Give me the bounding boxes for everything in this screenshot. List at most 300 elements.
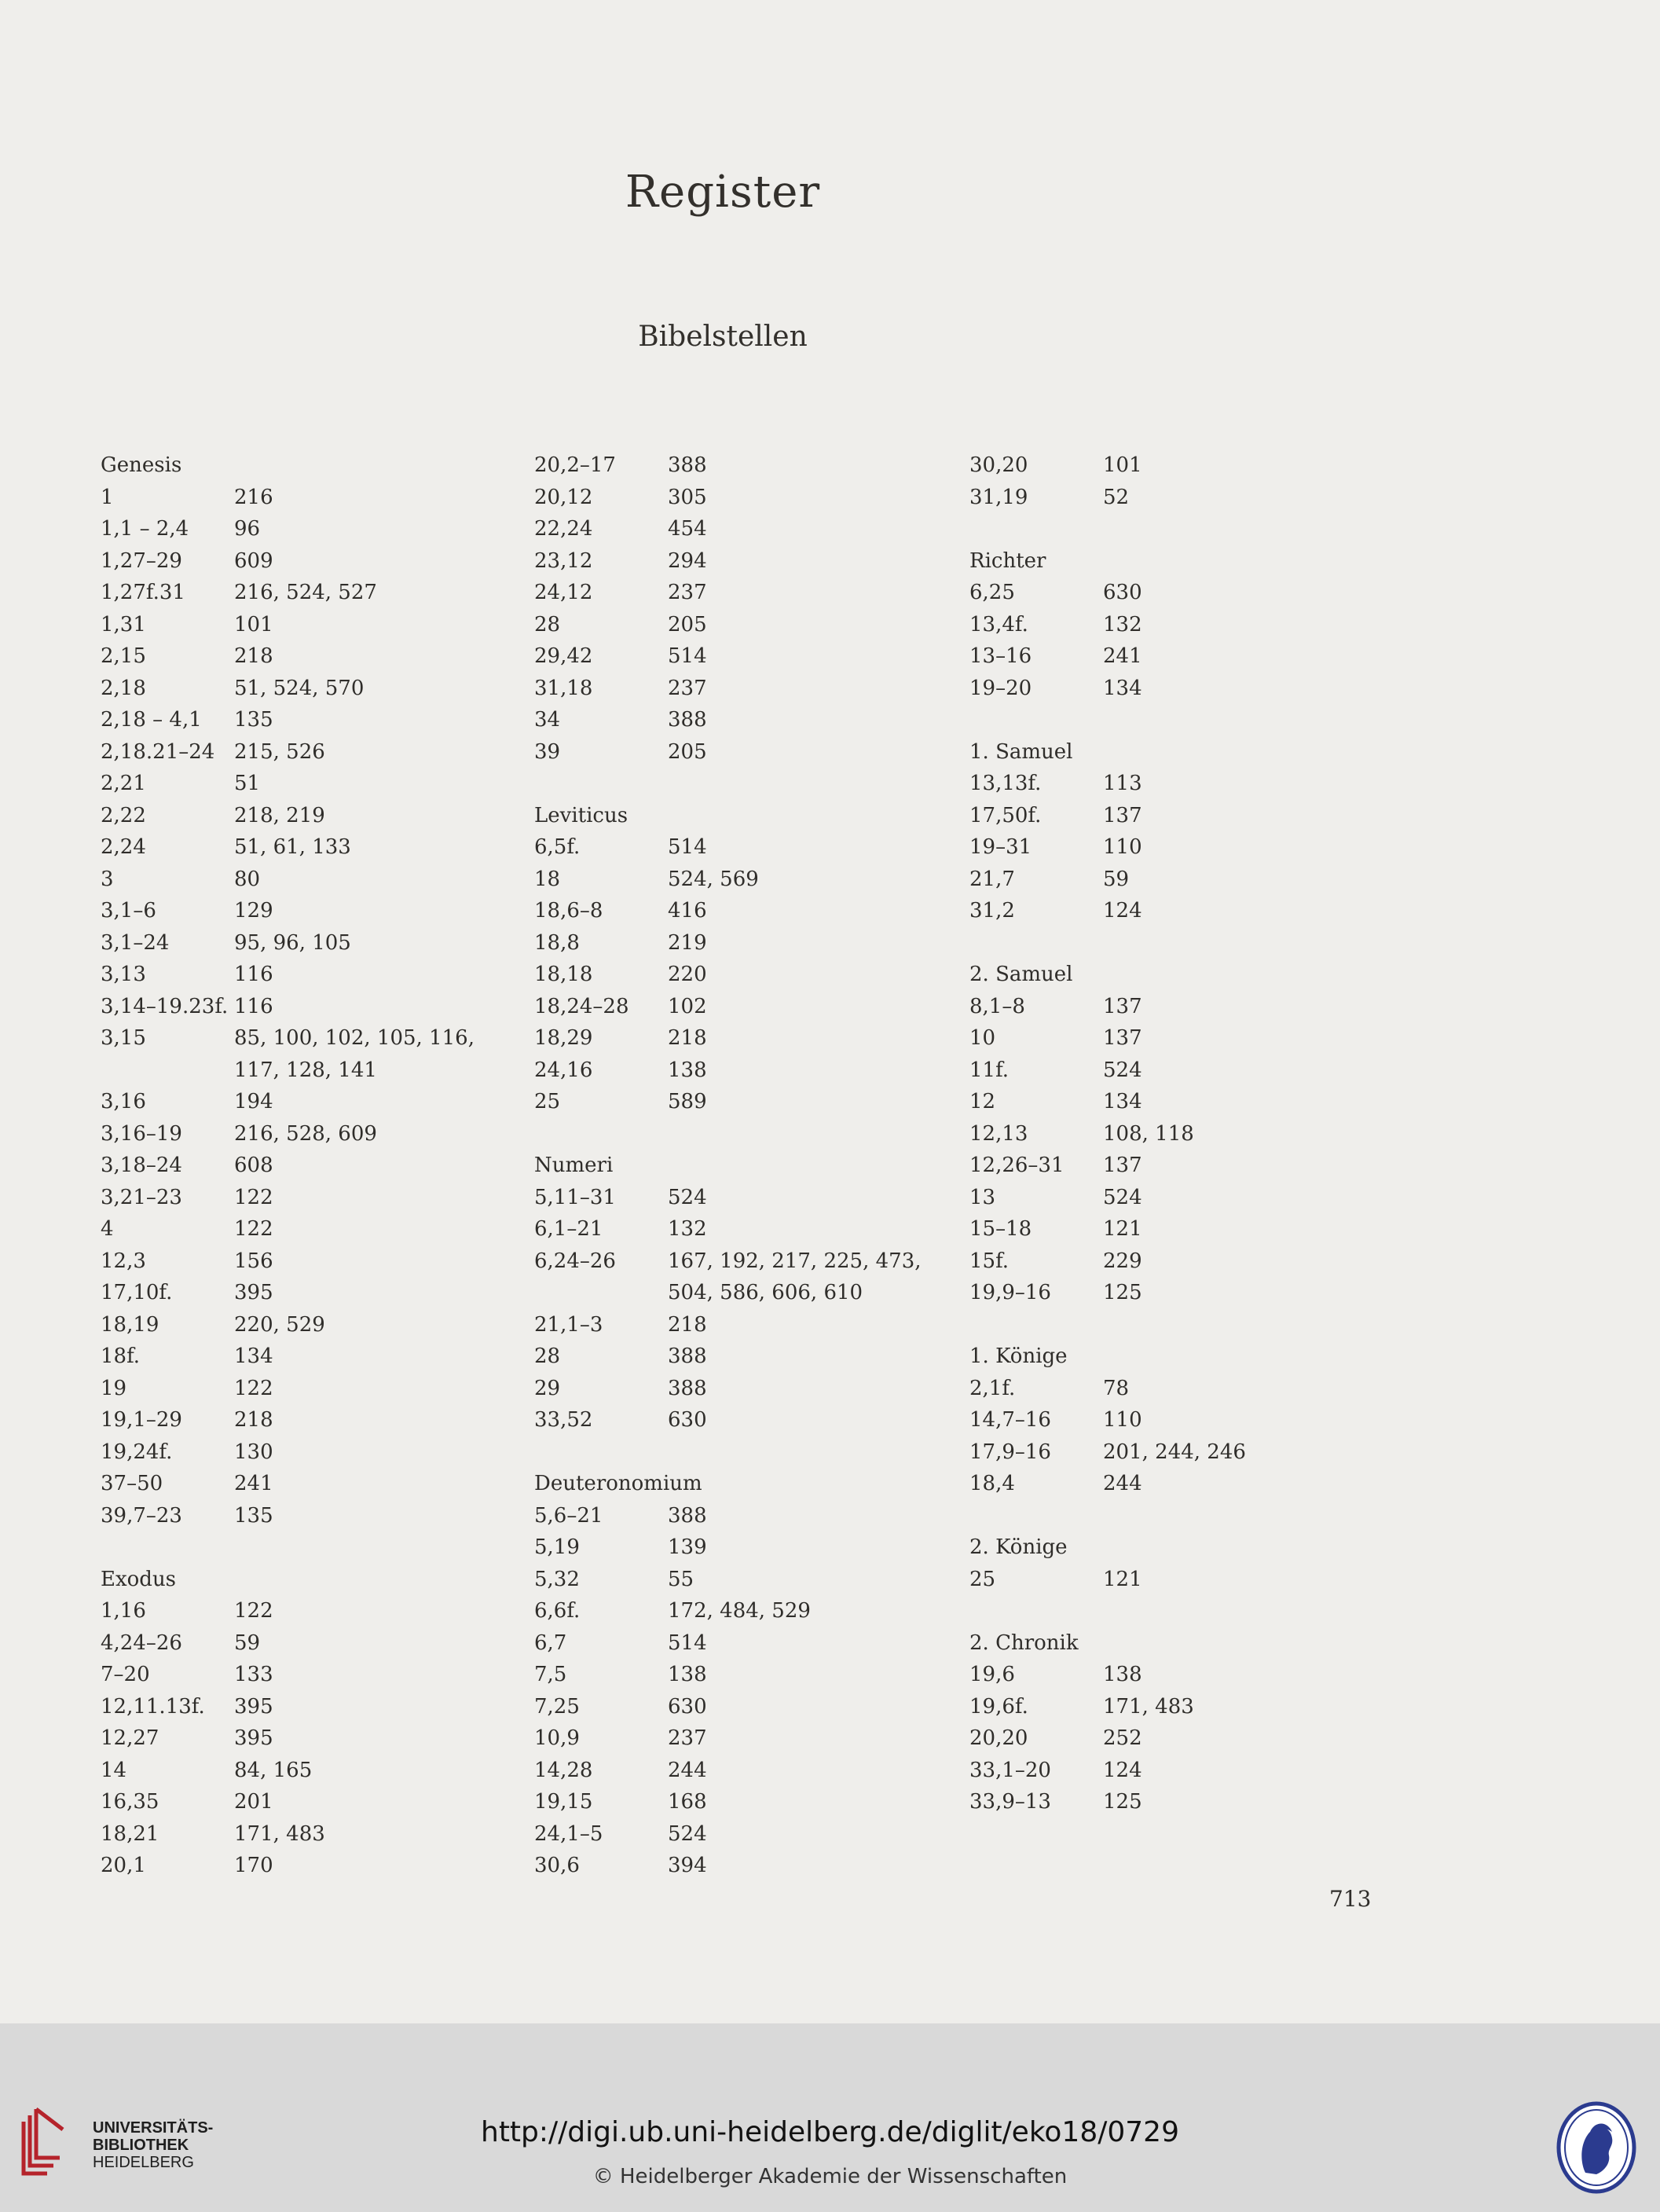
verse-reference: 3,21–23 xyxy=(101,1185,182,1209)
verse-reference: 24,16 xyxy=(534,1058,593,1082)
index-entry xyxy=(534,545,922,578)
verse-reference: 4 xyxy=(101,1217,114,1241)
page-references: 219 xyxy=(668,930,707,955)
page-references: 171, 483 xyxy=(234,1821,325,1846)
index-entry xyxy=(101,1850,475,1882)
index-entry xyxy=(101,959,475,991)
verse-reference: 6,6f. xyxy=(534,1599,581,1623)
group-spacer xyxy=(969,513,1246,545)
library-name-line-1: UNIVERSITÄTS- xyxy=(93,2119,214,2137)
page-references: 122 xyxy=(234,1217,273,1241)
index-entry xyxy=(534,1404,922,1436)
page-references: 139 xyxy=(668,1535,707,1559)
source-url[interactable]: http://digi.ub.uni-heidelberg.de/diglit/eko18/0729 xyxy=(481,2116,1179,2148)
page-references: 514 xyxy=(668,835,707,859)
page-references: 237 xyxy=(668,1726,707,1750)
verse-reference: 12,26–31 xyxy=(969,1154,1065,1177)
index-entry xyxy=(969,640,1246,673)
page-references: 205 xyxy=(668,612,707,636)
page-references: 524 xyxy=(1103,1058,1142,1082)
book-heading: 1. Könige xyxy=(969,1344,1068,1368)
index-entry xyxy=(101,927,475,959)
index-entry xyxy=(534,927,922,959)
index-entry xyxy=(969,1564,1246,1596)
page-references: 205 xyxy=(668,739,707,764)
page-references: 132 xyxy=(668,1217,707,1241)
page-references: 201, 244, 246 xyxy=(1103,1440,1246,1464)
page-references: 201 xyxy=(234,1790,273,1814)
verse-reference: 12,3 xyxy=(101,1249,146,1273)
verse-reference: 37–50 xyxy=(101,1472,163,1495)
book-heading: Genesis xyxy=(101,453,182,477)
verse-reference: 17,50f. xyxy=(969,803,1042,827)
page-references: 215, 526 xyxy=(234,739,325,764)
page-references: 608 xyxy=(234,1154,273,1177)
index-entry xyxy=(534,959,922,991)
verse-reference: 18,29 xyxy=(534,1026,593,1050)
verse-reference: 28 xyxy=(534,1344,561,1368)
index-entry xyxy=(969,1182,1246,1214)
index-entry xyxy=(101,1118,475,1150)
page-references: 218, 219 xyxy=(234,803,325,827)
index-entry xyxy=(101,1436,475,1469)
page-references: 216, 524, 527 xyxy=(234,581,377,604)
verse-reference: 24,12 xyxy=(534,581,593,604)
library-name-line-3: HEIDELBERG xyxy=(93,2154,194,2171)
verse-reference: 19,6f. xyxy=(969,1694,1028,1719)
index-entry xyxy=(101,1500,475,1532)
page-references: 589 xyxy=(668,1090,707,1113)
page-references: 514 xyxy=(668,644,707,668)
verse-reference: 16,35 xyxy=(101,1790,159,1814)
page-references: 59 xyxy=(1103,867,1130,891)
verse-reference: 2,1f. xyxy=(969,1376,1016,1400)
page-references: 84, 165 xyxy=(234,1758,313,1782)
book-heading: 1. Samuel xyxy=(969,739,1073,764)
verse-reference: 12 xyxy=(969,1090,996,1113)
index-entry xyxy=(534,1532,922,1564)
book-heading: 2. Könige xyxy=(969,1535,1068,1559)
index-entry xyxy=(101,1213,475,1245)
index-entry xyxy=(534,1341,922,1373)
group-spacer xyxy=(534,1436,922,1469)
index-entry xyxy=(969,1373,1246,1405)
verse-reference: 14,28 xyxy=(534,1758,593,1782)
page-references: 55 xyxy=(668,1567,694,1591)
verse-reference: 1 xyxy=(101,485,114,509)
page-references: 130 xyxy=(234,1440,273,1464)
indent-spacer xyxy=(534,1277,668,1309)
verse-reference: 25 xyxy=(969,1567,996,1591)
page-references: 80 xyxy=(234,867,261,891)
page-references: 96 xyxy=(234,517,261,541)
book-heading: Numeri xyxy=(534,1154,614,1177)
verse-reference: 1,27–29 xyxy=(101,548,182,573)
verse-reference: 19,24f. xyxy=(101,1440,173,1464)
page-references: 59 xyxy=(234,1631,261,1655)
page-references: 416 xyxy=(668,899,707,923)
page-references: 220, 529 xyxy=(234,1312,325,1337)
copyright-notice: © Heidelberger Akademie der Wissenschaften xyxy=(592,2165,1068,2188)
index-entry xyxy=(969,1055,1246,1087)
index-entry xyxy=(534,1818,922,1851)
page-references: 388 xyxy=(668,708,707,732)
verse-reference: 19,15 xyxy=(534,1790,593,1814)
index-entry xyxy=(534,1213,922,1245)
verse-reference: 17,10f. xyxy=(101,1281,173,1304)
page-references: 514 xyxy=(668,1631,707,1655)
verse-reference: 12,13 xyxy=(969,1121,1028,1146)
verse-reference: 20,2–17 xyxy=(534,453,616,477)
index-entry xyxy=(101,800,475,832)
index-entry xyxy=(101,1627,475,1660)
page-references: 124 xyxy=(1103,1758,1142,1782)
index-entry xyxy=(969,1404,1246,1436)
index-entry xyxy=(534,1755,922,1787)
page-references: 137 xyxy=(1103,1154,1142,1177)
index-entry xyxy=(534,482,922,514)
page-references: 394 xyxy=(668,1854,707,1877)
verse-reference: 6,5f. xyxy=(534,835,581,859)
academy-seal-icon xyxy=(1556,2100,1637,2195)
group-spacer xyxy=(101,1532,475,1564)
page-references: 524 xyxy=(668,1185,707,1209)
index-entry xyxy=(969,831,1246,864)
index-entry xyxy=(969,609,1246,641)
index-entry xyxy=(969,1468,1246,1500)
book-heading: Deuteronomium xyxy=(534,1472,702,1495)
verse-reference: 19,6 xyxy=(969,1663,1015,1686)
index-entry xyxy=(534,673,922,705)
verse-reference: 14,7–16 xyxy=(969,1408,1051,1432)
index-entry-continuation xyxy=(101,1055,475,1087)
verse-reference: 23,12 xyxy=(534,548,593,573)
verse-reference: 12,27 xyxy=(101,1726,159,1750)
verse-reference: 3,1–24 xyxy=(101,930,170,955)
verse-reference: 33,1–20 xyxy=(969,1758,1051,1782)
verse-reference: 6,7 xyxy=(534,1631,567,1655)
index-entry xyxy=(534,640,922,673)
index-entry xyxy=(969,482,1246,514)
index-entry xyxy=(969,1659,1246,1691)
verse-reference: 31,2 xyxy=(969,899,1015,923)
verse-reference: 6,1–21 xyxy=(534,1217,603,1241)
page-references: 132 xyxy=(1103,612,1142,636)
index-entry xyxy=(969,1086,1246,1118)
index-entry xyxy=(534,736,922,769)
page-references: 218 xyxy=(234,1408,273,1432)
verse-reference: 17,9–16 xyxy=(969,1440,1051,1464)
verse-reference: 2,18 – 4,1 xyxy=(101,708,202,732)
page-references: 78 xyxy=(1103,1376,1130,1400)
book-heading: Exodus xyxy=(101,1567,177,1591)
verse-reference: 15–18 xyxy=(969,1217,1032,1241)
index-column-3 xyxy=(969,449,1246,1818)
verse-reference: 1,31 xyxy=(101,612,146,636)
page-references: 113 xyxy=(1103,772,1142,795)
index-entry xyxy=(534,1182,922,1214)
page-references: 125 xyxy=(1103,1281,1142,1304)
verse-reference: 3,18–24 xyxy=(101,1154,182,1177)
verse-reference: 29 xyxy=(534,1376,561,1400)
verse-reference: 21,7 xyxy=(969,867,1015,891)
index-entry xyxy=(534,895,922,927)
verse-reference: 3 xyxy=(101,867,114,891)
group-spacer xyxy=(534,768,922,800)
page-references: 388 xyxy=(668,1344,707,1368)
page-references: 122 xyxy=(234,1376,273,1400)
index-entry xyxy=(101,1404,475,1436)
page-references: 388 xyxy=(668,1376,707,1400)
section-title: Bibelstellen xyxy=(638,321,808,353)
verse-reference: 33,9–13 xyxy=(969,1790,1051,1814)
page-references: 609 xyxy=(234,548,273,573)
verse-reference: 3,13 xyxy=(101,963,146,986)
book-heading: Richter xyxy=(969,548,1046,573)
verse-reference: 4,24–26 xyxy=(101,1631,182,1655)
verse-reference: 20,1 xyxy=(101,1854,146,1877)
page-references: 630 xyxy=(1103,581,1142,604)
page-references: 137 xyxy=(1103,994,1142,1018)
index-entry xyxy=(534,1595,922,1627)
page-references: 252 xyxy=(1103,1726,1142,1750)
verse-reference: 3,14–19.23f. xyxy=(101,994,229,1018)
page-references: 85, 100, 102, 105, 116, xyxy=(234,1026,475,1050)
verse-reference: 29,42 xyxy=(534,644,593,668)
verse-reference: 33,52 xyxy=(534,1408,593,1432)
page-title: Register xyxy=(625,167,821,218)
verse-reference: 25 xyxy=(534,1090,561,1113)
verse-reference: 18,21 xyxy=(101,1821,159,1846)
page-references: 137 xyxy=(1103,803,1142,827)
page-references: 51, 61, 133 xyxy=(234,835,351,859)
index-entry xyxy=(101,640,475,673)
index-entry xyxy=(101,513,475,545)
index-entry xyxy=(969,1436,1246,1469)
index-entry xyxy=(101,1595,475,1627)
page-references: 524 xyxy=(668,1821,707,1846)
page-references: 134 xyxy=(1103,1090,1142,1113)
page-references: 524 xyxy=(1103,1185,1142,1209)
index-entry xyxy=(969,673,1246,705)
page-references: 51, 524, 570 xyxy=(234,676,365,700)
group-spacer xyxy=(969,1309,1246,1341)
page-references: 116 xyxy=(234,994,273,1018)
index-entry xyxy=(101,1722,475,1755)
page-references: 129 xyxy=(234,899,273,923)
page-references: 168 xyxy=(668,1790,707,1814)
verse-reference: 20,12 xyxy=(534,485,593,509)
verse-reference: 2,22 xyxy=(101,803,146,827)
index-entry xyxy=(534,1722,922,1755)
verse-reference: 7,25 xyxy=(534,1694,580,1719)
verse-reference: 5,32 xyxy=(534,1567,580,1591)
verse-reference: 1,16 xyxy=(101,1599,146,1623)
verse-reference: 18,8 xyxy=(534,930,580,955)
verse-reference: 19,1–29 xyxy=(101,1408,182,1432)
index-entry xyxy=(534,449,922,482)
index-entry xyxy=(534,1786,922,1818)
index-entry xyxy=(101,1373,475,1405)
verse-reference: 3,16–19 xyxy=(101,1121,182,1146)
page-references: 95, 96, 105 xyxy=(234,930,351,955)
page-references: 237 xyxy=(668,581,707,604)
index-entry xyxy=(534,704,922,736)
index-entry xyxy=(101,673,475,705)
page-references: 133 xyxy=(234,1663,273,1686)
index-column-2 xyxy=(534,449,922,1882)
page-references: 156 xyxy=(234,1249,273,1273)
index-entry xyxy=(534,1500,922,1532)
verse-reference: 5,19 xyxy=(534,1535,580,1559)
page-references-continued: 117, 128, 141 xyxy=(234,1058,377,1082)
index-entry xyxy=(101,545,475,578)
index-entry xyxy=(101,704,475,736)
page-references: 124 xyxy=(1103,899,1142,923)
verse-reference: 8,1–8 xyxy=(969,994,1025,1018)
page-references: 138 xyxy=(1103,1663,1142,1686)
index-entry xyxy=(969,1786,1246,1818)
index-entry xyxy=(534,1691,922,1723)
index-entry xyxy=(534,1850,922,1882)
index-entry xyxy=(101,1182,475,1214)
verse-reference: 31,18 xyxy=(534,676,593,700)
index-entry-continuation xyxy=(534,1277,922,1309)
book-heading: 2. Chronik xyxy=(969,1631,1079,1655)
page-references: 194 xyxy=(234,1090,273,1113)
page-references: 167, 192, 217, 225, 473, xyxy=(668,1249,922,1273)
index-entry xyxy=(101,609,475,641)
index-entry xyxy=(101,991,475,1023)
verse-reference: 18,19 xyxy=(101,1312,159,1337)
page-references: 172, 484, 529 xyxy=(668,1599,811,1623)
index-entry xyxy=(101,1755,475,1787)
page-references: 108, 118 xyxy=(1103,1121,1194,1146)
verse-reference: 7,5 xyxy=(534,1663,567,1686)
index-entry xyxy=(101,1786,475,1818)
verse-reference: 6,24–26 xyxy=(534,1249,616,1273)
index-entry xyxy=(534,609,922,641)
verse-reference: 18,4 xyxy=(969,1472,1015,1495)
index-entry xyxy=(534,1022,922,1055)
verse-reference: 6,25 xyxy=(969,581,1015,604)
index-entry xyxy=(534,1055,922,1087)
index-entry xyxy=(969,1722,1246,1755)
index-entry xyxy=(969,577,1246,609)
verse-reference: 13–16 xyxy=(969,644,1032,668)
page-references: 134 xyxy=(234,1344,273,1368)
verse-reference: 10 xyxy=(969,1026,996,1050)
verse-reference: 22,24 xyxy=(534,517,593,541)
page-references: 101 xyxy=(234,612,273,636)
page-references: 241 xyxy=(1103,644,1142,668)
verse-reference: 14 xyxy=(101,1758,127,1782)
verse-reference: 21,1–3 xyxy=(534,1312,603,1337)
group-spacer xyxy=(534,1118,922,1150)
index-entry xyxy=(969,449,1246,482)
page-references: 110 xyxy=(1103,1408,1142,1432)
page-references: 170 xyxy=(234,1854,273,1877)
index-entry xyxy=(101,864,475,896)
verse-reference: 30,6 xyxy=(534,1854,580,1877)
verse-reference: 5,11–31 xyxy=(534,1185,616,1209)
page-references: 171, 483 xyxy=(1103,1694,1194,1719)
index-entry xyxy=(969,1277,1246,1309)
index-entry xyxy=(101,895,475,927)
verse-reference: 11f. xyxy=(969,1058,1010,1082)
index-entry xyxy=(534,1373,922,1405)
verse-reference: 13,4f. xyxy=(969,612,1028,636)
index-entry xyxy=(101,1022,475,1055)
index-entry xyxy=(534,864,922,896)
verse-reference: 30,20 xyxy=(969,453,1028,477)
index-entry xyxy=(969,864,1246,896)
verse-reference: 10,9 xyxy=(534,1726,580,1750)
page-references: 125 xyxy=(1103,1790,1142,1814)
page-references: 216, 528, 609 xyxy=(234,1121,377,1146)
verse-reference: 3,1–6 xyxy=(101,899,156,923)
verse-reference: 2,15 xyxy=(101,644,146,668)
index-entry xyxy=(969,1118,1246,1150)
index-entry xyxy=(969,991,1246,1023)
verse-reference: 24,1–5 xyxy=(534,1821,603,1846)
verse-reference: 31,19 xyxy=(969,485,1028,509)
verse-reference: 19–31 xyxy=(969,835,1032,859)
verse-reference: 2,24 xyxy=(101,835,146,859)
page-references: 388 xyxy=(668,1503,707,1528)
verse-reference: 2,21 xyxy=(101,772,146,795)
page-references: 244 xyxy=(668,1758,707,1782)
digitization-footer xyxy=(0,2023,1660,2212)
page-references: 135 xyxy=(234,708,273,732)
page-references: 524, 569 xyxy=(668,867,759,891)
index-entry xyxy=(534,513,922,545)
verse-reference: 12,11.13f. xyxy=(101,1694,205,1719)
verse-reference: 2,18 xyxy=(101,676,146,700)
page-references-continued: 504, 586, 606, 610 xyxy=(668,1281,863,1304)
index-entry xyxy=(969,1245,1246,1278)
verse-reference: 18f. xyxy=(101,1344,141,1368)
group-spacer xyxy=(969,927,1246,959)
page-references: 244 xyxy=(1103,1472,1142,1495)
page-references: 51 xyxy=(234,772,261,795)
verse-reference: 1,27f.31 xyxy=(101,581,185,604)
index-entry xyxy=(969,1691,1246,1723)
page-references: 218 xyxy=(668,1026,707,1050)
verse-reference: 19 xyxy=(101,1376,127,1400)
verse-reference: 39 xyxy=(534,739,561,764)
page-references: 102 xyxy=(668,994,707,1018)
index-entry xyxy=(534,1309,922,1341)
index-entry xyxy=(534,1659,922,1691)
library-name-line-2: BIBLIOTHEK xyxy=(93,2137,189,2154)
verse-reference: 19–20 xyxy=(969,676,1032,700)
verse-reference: 18,18 xyxy=(534,963,593,986)
index-entry xyxy=(101,1341,475,1373)
verse-reference: 1,1 – 2,4 xyxy=(101,517,189,541)
page-references: 630 xyxy=(668,1694,707,1719)
page-references: 395 xyxy=(234,1694,273,1719)
index-entry xyxy=(101,1245,475,1278)
index-entry xyxy=(969,895,1246,927)
page-references: 395 xyxy=(234,1281,273,1304)
page-references: 218 xyxy=(668,1312,707,1337)
page-references: 121 xyxy=(1103,1567,1142,1591)
index-entry xyxy=(534,1086,922,1118)
index-entry xyxy=(534,1245,922,1278)
index-entry xyxy=(101,1150,475,1182)
index-entry xyxy=(534,991,922,1023)
